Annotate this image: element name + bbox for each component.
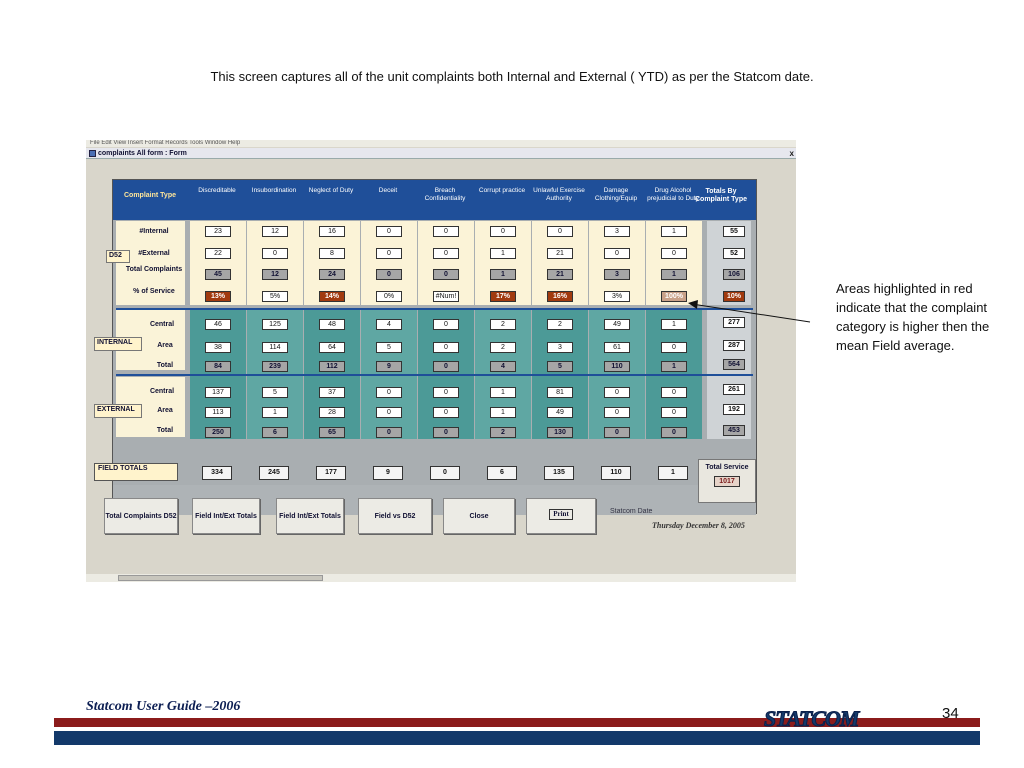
- int-total-box[interactable]: 239: [262, 361, 288, 372]
- field-total-box[interactable]: 135: [544, 466, 574, 480]
- internal-count-box[interactable]: 23: [205, 226, 231, 237]
- field-total-box[interactable]: 334: [202, 466, 232, 480]
- int-area-box[interactable]: 5: [376, 342, 402, 353]
- external-count-box[interactable]: 0: [262, 248, 288, 259]
- column-header-7: Damage Clothing/Equip: [594, 187, 638, 202]
- field-int-ext-button-1[interactable]: Field Int/Ext Totals: [192, 498, 260, 534]
- total-complaints-box[interactable]: 1: [661, 269, 687, 280]
- ext-area-box[interactable]: 0: [604, 407, 630, 418]
- column-header-3: Deceit: [378, 187, 398, 194]
- annotation-note: Areas highlighted in red indicate that the complaint category is higher then the mean Field average.: [836, 281, 990, 353]
- int-area-box[interactable]: 38: [205, 342, 231, 353]
- int-area-box[interactable]: 0: [433, 342, 459, 353]
- totals-by-type-box[interactable]: 192: [723, 404, 745, 415]
- int-total-box[interactable]: 0: [433, 361, 459, 372]
- ext-area-box[interactable]: 0: [376, 407, 402, 418]
- column-header-5: Corrupt practice: [478, 187, 526, 194]
- internal-count-box[interactable]: 0: [433, 226, 459, 237]
- total-complaints-box[interactable]: 24: [319, 269, 345, 280]
- external-tag: EXTERNAL: [94, 404, 142, 418]
- ext-area-box[interactable]: 49: [547, 407, 573, 418]
- int-total-box[interactable]: 4: [490, 361, 516, 372]
- total-complaints-box[interactable]: 45: [205, 269, 231, 280]
- total-service-label: Total Service: [705, 464, 749, 471]
- total-complaints-box[interactable]: 0: [433, 269, 459, 280]
- print-label: Print: [549, 509, 573, 520]
- int-central-box[interactable]: 1: [661, 319, 687, 330]
- menu-bar[interactable]: File Edit View Insert Format Records Tools Window Help: [86, 140, 796, 147]
- form-title: complaints All form : Form: [98, 150, 187, 157]
- label-external: #External: [138, 250, 170, 257]
- label-int-central: Central: [149, 321, 175, 328]
- arrow-line: [692, 304, 810, 322]
- statcom-date-label: Statcom Date: [610, 508, 653, 515]
- field-total-box[interactable]: 110: [601, 466, 631, 480]
- complaint-type-header: Complaint Type: [124, 192, 176, 199]
- total-complaints-box[interactable]: 21: [547, 269, 573, 280]
- ext-total-box[interactable]: 130: [547, 427, 573, 438]
- column-header-1: Insubordination: [251, 187, 297, 194]
- pct-service-box[interactable]: 17%: [490, 291, 516, 302]
- column-header-4: Breach Confidentiality: [424, 187, 466, 202]
- internal-count-box[interactable]: 0: [376, 226, 402, 237]
- pct-service-box[interactable]: 100%: [661, 291, 687, 302]
- internal-count-box[interactable]: 1: [661, 226, 687, 237]
- internal-count-box[interactable]: 16: [319, 226, 345, 237]
- int-total-box[interactable]: 112: [319, 361, 345, 372]
- int-total-box[interactable]: 110: [604, 361, 630, 372]
- int-central-box[interactable]: 4: [376, 319, 402, 330]
- int-central-box[interactable]: 49: [604, 319, 630, 330]
- footer-title: Statcom User Guide –2006: [86, 699, 241, 714]
- total-complaints-button[interactable]: Total Complaints D52: [104, 498, 178, 534]
- ext-total-box[interactable]: 2: [490, 427, 516, 438]
- int-total-box[interactable]: 84: [205, 361, 231, 372]
- field-int-ext-button-2[interactable]: Field Int/Ext Totals: [276, 498, 344, 534]
- ext-total-box[interactable]: 0: [604, 427, 630, 438]
- ext-central-box[interactable]: 81: [547, 387, 573, 398]
- totals-by-type-box[interactable]: 564: [723, 359, 745, 370]
- totals-by-type-box[interactable]: 52: [723, 248, 745, 259]
- statcom-date-value: Thursday December 8, 2005: [652, 521, 745, 530]
- label-pct-service: % of Service: [133, 288, 175, 295]
- ext-central-box[interactable]: 0: [604, 387, 630, 398]
- internal-count-box[interactable]: 0: [490, 226, 516, 237]
- ext-area-box[interactable]: 1: [262, 407, 288, 418]
- internal-tag: INTERNAL: [94, 337, 142, 351]
- field-total-box[interactable]: 9: [373, 466, 403, 480]
- close-button[interactable]: Close: [443, 498, 515, 534]
- ext-central-box[interactable]: 1: [490, 387, 516, 398]
- pct-service-box[interactable]: 5%: [262, 291, 288, 302]
- ext-total-box[interactable]: 0: [433, 427, 459, 438]
- int-central-box[interactable]: 0: [433, 319, 459, 330]
- label-ext-total: Total: [156, 427, 174, 434]
- arrow-head: [688, 300, 698, 309]
- int-central-box[interactable]: 125: [262, 319, 288, 330]
- field-total-box[interactable]: 0: [430, 466, 460, 480]
- label-ext-area: Area: [157, 407, 173, 414]
- ext-central-box[interactable]: 0: [661, 387, 687, 398]
- int-area-box[interactable]: 3: [547, 342, 573, 353]
- totals-by-type-box[interactable]: 453: [723, 425, 745, 436]
- int-total-box[interactable]: 1: [661, 361, 687, 372]
- field-total-box[interactable]: 6: [487, 466, 517, 480]
- ext-total-box[interactable]: 0: [661, 427, 687, 438]
- int-area-box[interactable]: 114: [262, 342, 288, 353]
- pct-service-box[interactable]: 3%: [604, 291, 630, 302]
- label-total-complaints: Total Complaints: [125, 266, 183, 273]
- external-count-box[interactable]: 0: [604, 248, 630, 259]
- column-header-0: Discreditable: [198, 187, 236, 194]
- external-count-box[interactable]: 0: [433, 248, 459, 259]
- int-area-box[interactable]: 64: [319, 342, 345, 353]
- int-central-box[interactable]: 48: [319, 319, 345, 330]
- internal-count-box[interactable]: 3: [604, 226, 630, 237]
- field-total-box[interactable]: 1: [658, 466, 688, 480]
- column-header-6: Unlawful Exercise Authority: [533, 187, 585, 202]
- total-complaints-box[interactable]: 1: [490, 269, 516, 280]
- totals-by-type-box[interactable]: 106: [723, 269, 745, 280]
- total-service-value[interactable]: 1017: [714, 476, 740, 487]
- external-count-box[interactable]: 21: [547, 248, 573, 259]
- external-count-box[interactable]: 0: [376, 248, 402, 259]
- ext-total-box[interactable]: 65: [319, 427, 345, 438]
- pct-service-box[interactable]: 0%: [376, 291, 402, 302]
- label-ext-central: Central: [149, 388, 175, 395]
- total-complaints-box[interactable]: 0: [376, 269, 402, 280]
- field-vs-button[interactable]: Field vs D52: [358, 498, 432, 534]
- pct-service-box[interactable]: 13%: [205, 291, 231, 302]
- int-total-box[interactable]: 9: [376, 361, 402, 372]
- external-count-box[interactable]: 1: [490, 248, 516, 259]
- unit-tag: D52: [106, 250, 130, 263]
- ext-central-box[interactable]: 37: [319, 387, 345, 398]
- ext-total-box[interactable]: 0: [376, 427, 402, 438]
- external-count-box[interactable]: 22: [205, 248, 231, 259]
- ext-area-box[interactable]: 28: [319, 407, 345, 418]
- pct-service-box[interactable]: #Num!: [433, 291, 459, 302]
- field-total-box[interactable]: 177: [316, 466, 346, 480]
- int-central-box[interactable]: 46: [205, 319, 231, 330]
- int-area-box[interactable]: 61: [604, 342, 630, 353]
- footer-blue-bar: [54, 731, 980, 745]
- ext-total-box[interactable]: 6: [262, 427, 288, 438]
- int-central-box[interactable]: 2: [490, 319, 516, 330]
- ext-area-box[interactable]: 113: [205, 407, 231, 418]
- int-area-box[interactable]: 2: [490, 342, 516, 353]
- total-complaints-box[interactable]: 12: [262, 269, 288, 280]
- slide-caption: This screen captures all of the unit complaints both Internal and External ( YTD) as per the Statcom date.: [210, 69, 814, 84]
- label-int-total: Total: [156, 362, 174, 369]
- totals-by-type-box[interactable]: 55: [723, 226, 745, 237]
- ext-total-box[interactable]: 250: [205, 427, 231, 438]
- ext-central-box[interactable]: 5: [262, 387, 288, 398]
- int-total-box[interactable]: 5: [547, 361, 573, 372]
- column-header-8: Drug Alcohol prejudicial to Duty: [647, 187, 699, 202]
- external-count-box[interactable]: 0: [661, 248, 687, 259]
- pct-service-box[interactable]: 16%: [547, 291, 573, 302]
- field-total-box[interactable]: 245: [259, 466, 289, 480]
- label-int-area: Area: [157, 342, 173, 349]
- ext-area-box[interactable]: 1: [490, 407, 516, 418]
- totals-by-type-header: Totals By Complaint Type: [695, 188, 747, 203]
- pct-service-box[interactable]: 14%: [319, 291, 345, 302]
- int-central-box[interactable]: 2: [547, 319, 573, 330]
- int-area-box[interactable]: 0: [661, 342, 687, 353]
- statcom-logo: STATCOM: [764, 706, 859, 731]
- column-header-2: Neglect of Duty: [308, 187, 354, 194]
- label-internal: #Internal: [139, 228, 169, 235]
- totals-by-type-box[interactable]: 277: [723, 317, 745, 328]
- totals-by-type-box[interactable]: 10%: [723, 291, 745, 302]
- ext-central-box[interactable]: 137: [205, 387, 231, 398]
- field-totals-label: FIELD TOTALS: [94, 463, 178, 481]
- totals-by-type-box[interactable]: 287: [723, 340, 745, 351]
- ext-area-box[interactable]: 0: [433, 407, 459, 418]
- external-count-box[interactable]: 8: [319, 248, 345, 259]
- total-complaints-box[interactable]: 3: [604, 269, 630, 280]
- ext-central-box[interactable]: 0: [433, 387, 459, 398]
- ext-area-box[interactable]: 0: [661, 407, 687, 418]
- close-icon[interactable]: x: [789, 149, 794, 158]
- ext-central-box[interactable]: 0: [376, 387, 402, 398]
- internal-count-box[interactable]: 12: [262, 226, 288, 237]
- totals-by-type-box[interactable]: 261: [723, 384, 745, 395]
- page-number: 34: [942, 705, 959, 722]
- internal-count-box[interactable]: 0: [547, 226, 573, 237]
